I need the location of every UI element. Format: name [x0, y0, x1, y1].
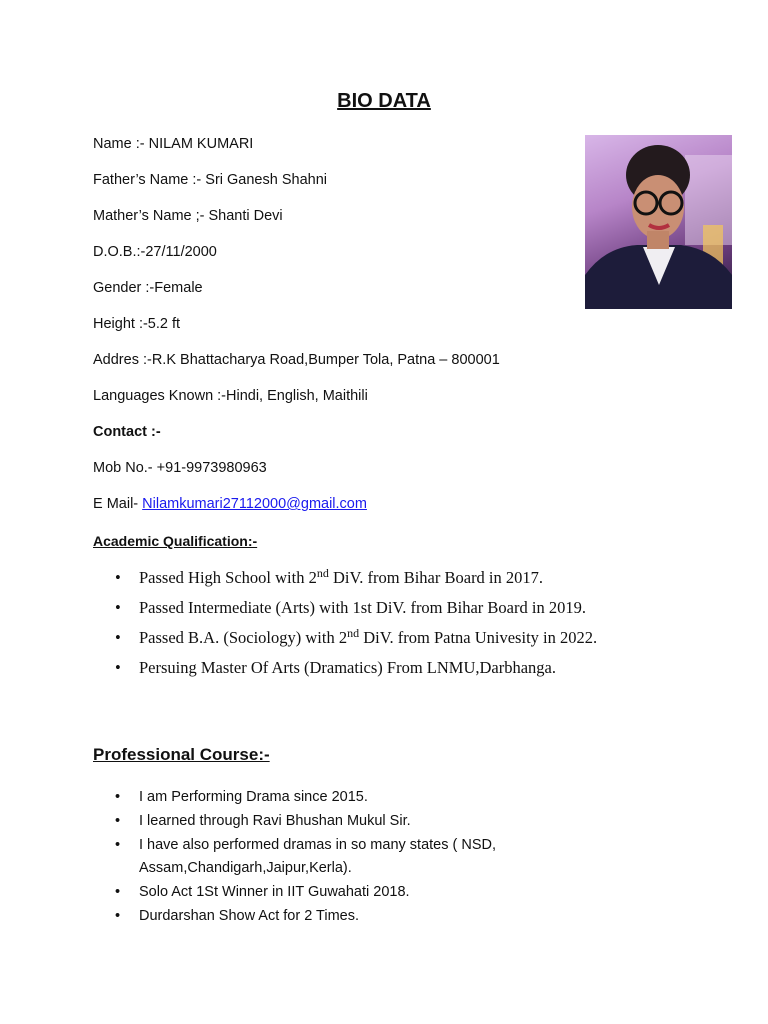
bullet-icon: • — [115, 837, 121, 853]
professional-heading: Professional Course:- — [93, 745, 270, 764]
professional-item: • Durdarshan Show Act for 2 Times. — [93, 905, 613, 928]
academic-item: • Passed Intermediate (Arts) with 1st DiV. from Bihar Board in 2019. — [115, 598, 586, 617]
bullet-icon: • — [115, 908, 121, 924]
bullet-icon: • — [115, 568, 121, 587]
email-line — [93, 496, 367, 512]
bullet-icon: • — [115, 789, 121, 805]
professional-list — [93, 786, 613, 929]
bullet-icon: • — [115, 628, 121, 647]
name-line: Name :- NILAM KUMARI — [93, 136, 254, 152]
mother-name-line: Mather’s Name ;- Shanti Devi — [93, 208, 283, 224]
professional-item: • I have also performed dramas in so many states ( NSD, Assam,Chandigarh,Jaipur,Kerla). — [93, 834, 613, 880]
contact-heading: Contact :- — [93, 424, 161, 440]
professional-item: • I learned through Ravi Bhushan Mukul Sir. — [93, 810, 613, 833]
academic-item: • Passed B.A. (Sociology) with 2nd DiV. from Patna Univesity in 2022. — [115, 626, 598, 647]
professional-item: • Solo Act 1St Winner in IIT Guwahati 2018. — [93, 881, 613, 904]
profile-photo — [585, 135, 732, 309]
academic-item: • Passed High School with 2nd DiV. from Bihar Board in 2017. — [115, 566, 544, 587]
father-name-line: Father’s Name :- Sri Ganesh Shahni — [93, 172, 327, 188]
portrait-image — [585, 135, 732, 309]
academic-list — [93, 568, 653, 688]
mobile-line: Mob No.- +91-9973980963 — [93, 460, 267, 476]
email-label: E Mail- — [93, 496, 143, 512]
bullet-icon: • — [115, 884, 121, 900]
bullet-icon: • — [115, 598, 121, 617]
academic-item: • Persuing Master Of Arts (Dramatics) From LNMU,Darbhanga. — [115, 658, 556, 677]
email-link[interactable]: Nilamkumari27112000@gmail.com — [142, 496, 367, 512]
languages-line: Languages Known :-Hindi, English, Maithili — [93, 388, 368, 404]
bullet-icon: • — [115, 658, 121, 677]
gender-line: Gender :-Female — [93, 280, 203, 296]
dob-line: D.O.B.:-27/11/2000 — [93, 244, 217, 260]
bullet-icon: • — [115, 813, 121, 829]
academic-heading: Academic Qualification:- — [93, 533, 258, 549]
height-line: Height :-5.2 ft — [93, 316, 181, 332]
address-line: Addres :-R.K Bhattacharya Road,Bumper Tola, Patna – 800001 — [93, 352, 500, 368]
page-title: BIO DATA — [337, 90, 431, 112]
professional-item: • I am Performing Drama since 2015. — [93, 786, 613, 809]
